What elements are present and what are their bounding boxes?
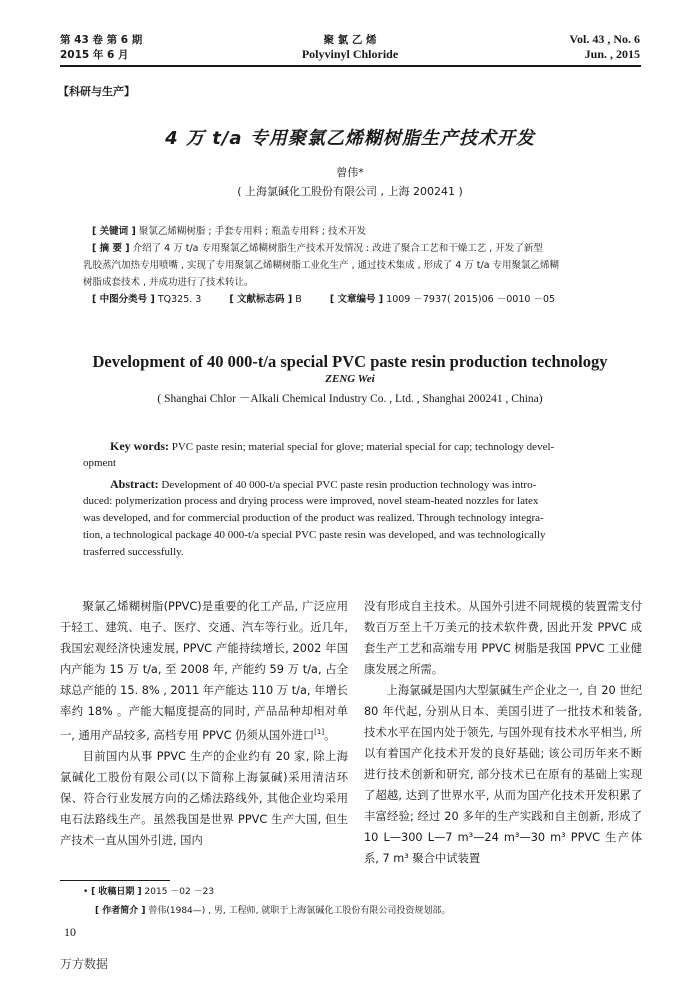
article-number-label: [ 文章编号 ] <box>329 294 384 305</box>
received-date <box>83 884 214 900</box>
author-bio-label: [ 作者简介 ] <box>95 906 146 916</box>
received-label: [ 收稿日期 ] <box>91 887 142 897</box>
abstract-en-line3: was developed, and for commercial production of the product was realized. Through technology integra- <box>83 512 544 524</box>
abstract-cn-text1: 介绍了 4 万 t/a 专用聚氯乙烯糊树脂生产技术开发情况 : 改进了聚合工艺和干燥工艺 , 开发了新型 <box>129 243 543 254</box>
abstract-en-line5: trasferred successfully. <box>83 546 184 558</box>
abstract-cn-line3: 树脂成套技术 , 并成功进行了技术转让。 <box>83 277 254 288</box>
article-number-value: 1009 －7937( 2015)06 －0010 －05 <box>383 294 556 305</box>
footnote-rule <box>60 880 170 881</box>
keywords-en-line2: opment <box>83 457 116 469</box>
keywords-cn-text: 聚氯乙烯糊树脂 ; 手套专用料 ; 瓶盖专用料 ; 技术开发 <box>135 226 367 237</box>
author-en: ZENG Wei <box>325 373 375 385</box>
keywords-cn <box>92 224 612 240</box>
author-bio <box>95 903 450 919</box>
journal-name-en: Polyvinyl Chloride <box>301 47 399 61</box>
abstract-cn-label: [ 摘 要 ] <box>92 243 130 254</box>
section-tag: 【科研与生产】 <box>58 85 135 98</box>
keywords-en-label: Key words: <box>110 439 169 453</box>
body-left-paragraph-2: 目前国内从事 PPVC 生产的企业约有 20 家, 除上海氯碱化工股份有限公司(以下简称上海氯碱)采用清洁环保、符合行业发展方向的乙烯法路线外, 其他企业均采用电石法路线生产。虽然我国是世界 PPVC 生产大国, 但生产技术一直从国外引进, 国内 <box>60 749 348 847</box>
volume-issue-en: Vol. 43 , No. 6 <box>569 32 640 46</box>
page-number: 10 <box>64 925 76 939</box>
title-cn: 4 万 t/a 专用聚氯乙烯糊树脂生产技术开发 <box>165 128 535 149</box>
doc-code-label: [ 文献标志码 ] <box>229 294 293 305</box>
author-cn: 曾伟* <box>336 166 364 179</box>
abstract-cn-line1 <box>92 241 622 257</box>
abstract-en-text1: Development of 40 000-t/a special PVC paste resin production technology was intro- <box>158 479 537 491</box>
journal-name-cn: 聚 氯 乙 烯 <box>323 34 377 46</box>
classification-line <box>92 292 622 308</box>
body-left-paragraph-1: 聚氯乙烯糊树脂(PPVC)是重要的化工产品, 广泛应用于轻工、建筑、电子、医疗、交通、汽车等行业。近几年, 我国宏观经济快速发展, PPVC 产能持续增长, 2002 年国内产能为 15 万 t/a, 至 2008 年, 产能约 59 万 t/a, 占全球总产能的 15. 8% , 2011 年产能达 110 万 t/a, 年增长率约 18% 。产能大幅度提高的同时, 产品品种却相对单一, 通用产品较多, 高档专用 PPVC 仍须从国外进口[1]。 <box>60 600 348 742</box>
doc-code-value: B <box>292 294 302 305</box>
affiliation-cn: ( 上海氯碱化工股份有限公司 , 上海 200241 ) <box>237 185 463 198</box>
body-right-paragraph-1: 没有形成自主技术。从国外引进不同规模的装置需支付数百万至上千万美元的技术软件费, 因此开发 PPVC 成套生产工艺和高端专用 PPVC 树脂是我国 PPVC 工业健康发展之所需。 <box>364 600 642 676</box>
body-column-left <box>60 596 348 851</box>
date-en: Jun. , 2015 <box>584 47 640 61</box>
title-en: Development of 40 000-t/a special PVC paste resin production technology <box>92 352 608 371</box>
volume-issue-cn: 第 43 卷 第 6 期 <box>60 34 143 46</box>
keywords-en-line1 <box>110 438 620 456</box>
clc-label: [ 中图分类号 ] <box>92 294 155 305</box>
abstract-en-line2: duced: polymerization process and drying process were improved, novel steam-heated nozzles for latex <box>83 495 539 507</box>
watermark: 万方数据 <box>60 957 109 971</box>
keywords-cn-label: [ 关键词 ] <box>92 226 136 237</box>
body-right-paragraph-2: 上海氯碱是国内大型氯碱生产企业之一, 自 20 世纪 80 年代起, 分别从日本、美国引进了一批技术和装备, 技术水平在国内处于领先, 与国外现有技术水平相当, 所以有着国产化技术开发的良好基础; 该公司历年来不断进行技术创新和研究, 部分技术已在原有的基础上实现了超越, 达到了世界水平, 从而为国产化技术开发积累了丰富经验; 经过 20 多年的生产实践和自主创新, 形成了 10 L—300 L—7 m³—24 m³—30 m³ PPVC 生产体系, 7 m³ 聚合中试装置 <box>364 684 642 865</box>
affiliation-en: ( Shanghai Chlor －Alkali Chemical Industry Co. , Ltd. , Shanghai 200241 , China) <box>157 393 543 405</box>
abstract-en-label: Abstract: <box>110 477 159 491</box>
author-bio-value: 曾伟(1984—) , 男, 工程师, 就职于上海氯碱化工股份有限公司投资规划部。 <box>145 906 451 916</box>
header-rule <box>60 65 641 67</box>
clc-value: TQ325. 3 <box>154 294 202 305</box>
reference-marker: [1] <box>314 728 325 736</box>
keywords-en-text1: PVC paste resin; material special for glove; material special for cap; technology devel- <box>169 441 555 453</box>
abstract-cn-line2: 乳胶蒸汽加热专用喷嘴 , 实现了专用聚氯乙烯糊树脂工业化生产 , 通过技术集成 , 形成了 4 万 t/a 专用聚氯乙烯糊 <box>83 260 560 271</box>
abstract-en-line4: tion, a technological package 40 000-t/a special PVC paste resin was developed, and was technologically <box>83 529 546 541</box>
body-column-right <box>364 596 642 869</box>
abstract-en-line1 <box>110 476 622 494</box>
footnote-star: • <box>83 887 92 897</box>
received-value: 2015 －02 －23 <box>141 887 215 897</box>
date-cn: 2015 年 6 月 <box>60 49 129 61</box>
